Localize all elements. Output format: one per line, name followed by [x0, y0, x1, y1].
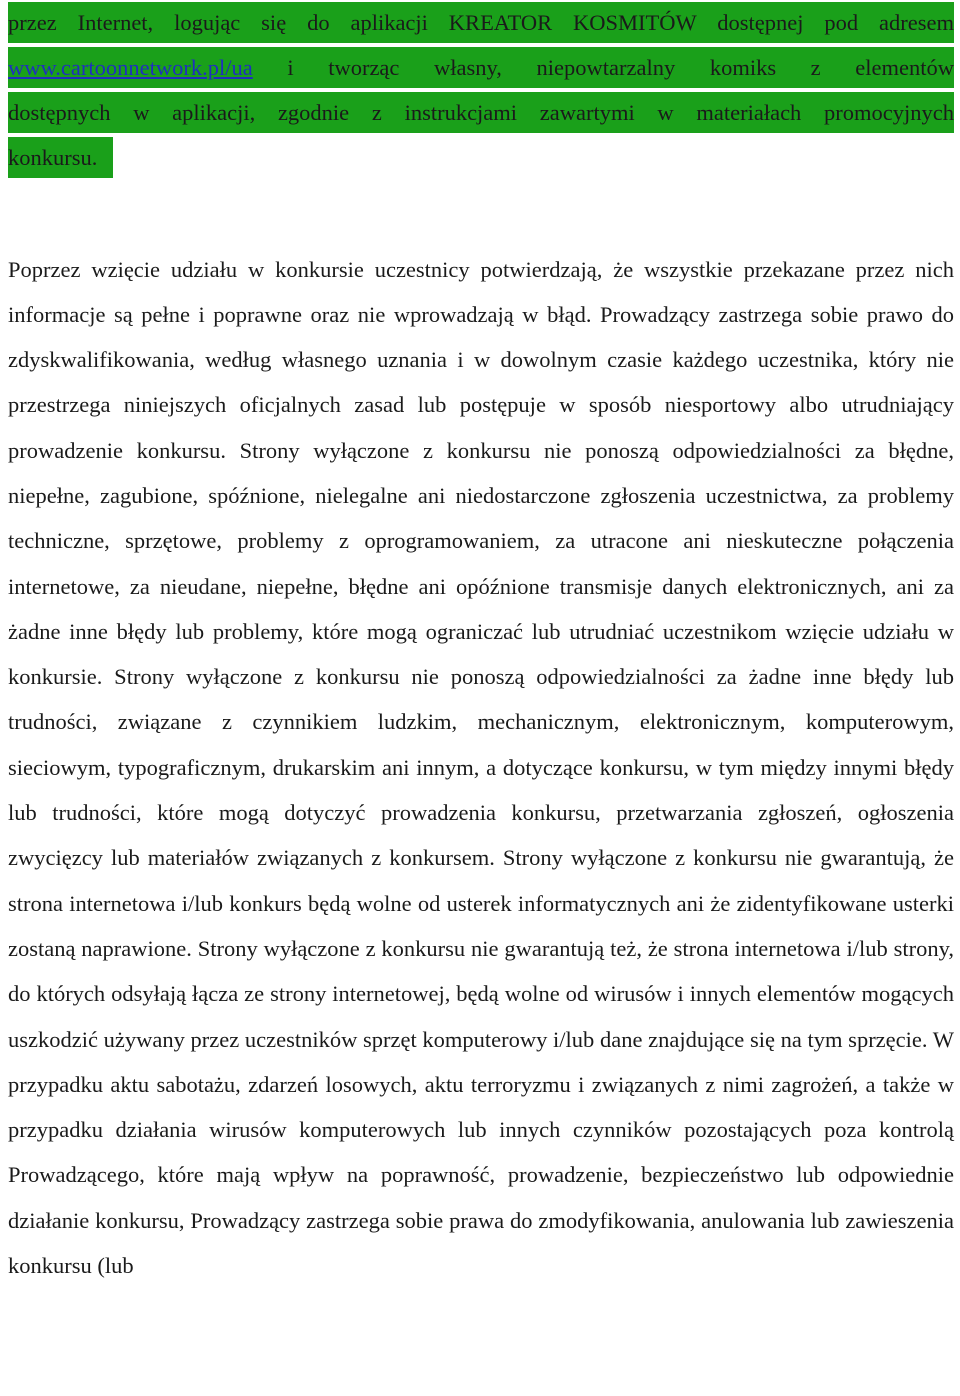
contest-url-link[interactable]: www.cartoonnetwork.pl/ua [8, 55, 253, 80]
paragraph1-line3: dostępnych w aplikacji, zgodnie z instrukcjami zawartymi w materiałach promocyjnych [8, 100, 954, 125]
highlighted-line [8, 135, 954, 180]
highlighted-paragraph [8, 0, 954, 180]
highlighted-line [8, 0, 954, 45]
document-page [8, 0, 954, 1279]
highlighted-line [8, 45, 954, 90]
highlighted-line [8, 90, 954, 135]
body-paragraph: Poprzez wzięcie udziału w konkursie uczestnicy potwierdzają, że wszystkie przekazane przez nich informacje są pełne i poprawne oraz nie wprowadzają w błąd. Prowadzący zastrzega sobie prawo do zdyskwalifikowania, według własnego uznania i w dowolnym czasie każdego uczestnika, który nie przestrzega niniejszych oficjalnych zasad lub postępuje w sposób niesportowy albo utrudniający prowadzenie konkursu. Strony wyłączone z konkursu nie ponoszą odpowiedzialności za błędne, niepełne, zagubione, spóźnione, nielegalne ani niedostarczone zgłoszenia uczestnictwa, za problemy techniczne, sprzętowe, problemy z oprogramowaniem, za utracone ani nieskuteczne połączenia internetowe, za nieudane, niepełne, błędne ani opóźnione transmisje danych elektronicznych, ani za żadne inne błędy lub problemy, które mogą ograniczać lub utrudniać uczestnikom wzięcie udziału w konkursie. Strony wyłączone z konkursu nie ponoszą odpowiedzialności za żadne inne błędy lub trudności, związane z czynnikiem ludzkim, mechanicznym, elektronicznym, komputerowym, sieciowym, typograficznym, drukarskim ani innym, a dotyczące konkursu, w tym między innymi błędy lub trudności, które mogą dotyczyć prowadzenia konkursu, przetwarzania zgłoszeń, ogłoszenia zwycięzcy lub materiałów związanych z konkursem. Strony wyłączone z konkursu nie gwarantują, że strona internetowa i/lub konkurs będą wolne od usterek informatycznych ani że zidentyfikowane usterki zostaną naprawione. Strony wyłączone z konkursu nie gwarantują też, że strona internetowa i/lub strony, do których odsyłają łącza ze strony internetowej, będą wolne od wirusów i innych elementów mogących uszkodzić używany przez uczestników sprzęt komputerowy i/lub dane znajdujące się na tym sprzęcie. W przypadku aktu sabotażu, zdarzeń losowych, aktu terroryzmu i związanych z nimi zagrożeń, a także w przypadku działania wirusów komputerowych lub innych czynników pozostających poza kontrolą Prowadzącego, które mają wpływ na poprawność, prowadzenie, bezpieczeństwo lub odpowiednie działanie konkursu, Prowadzący zastrzega sobie prawa do zmodyfikowania, anulowania lub zawieszenia konkursu (lub [8, 256, 954, 1279]
paragraph1-line1: przez Internet, logując się do aplikacji KREATOR KOSMITÓW dostępnej pod adresem [8, 10, 954, 35]
paragraph1-line2-rest: i tworząc własny, niepowtarzalny komiks z elementów [252, 55, 954, 80]
paragraph1-line2 [8, 45, 954, 90]
paragraph1-line4: konkursu. [8, 145, 98, 170]
